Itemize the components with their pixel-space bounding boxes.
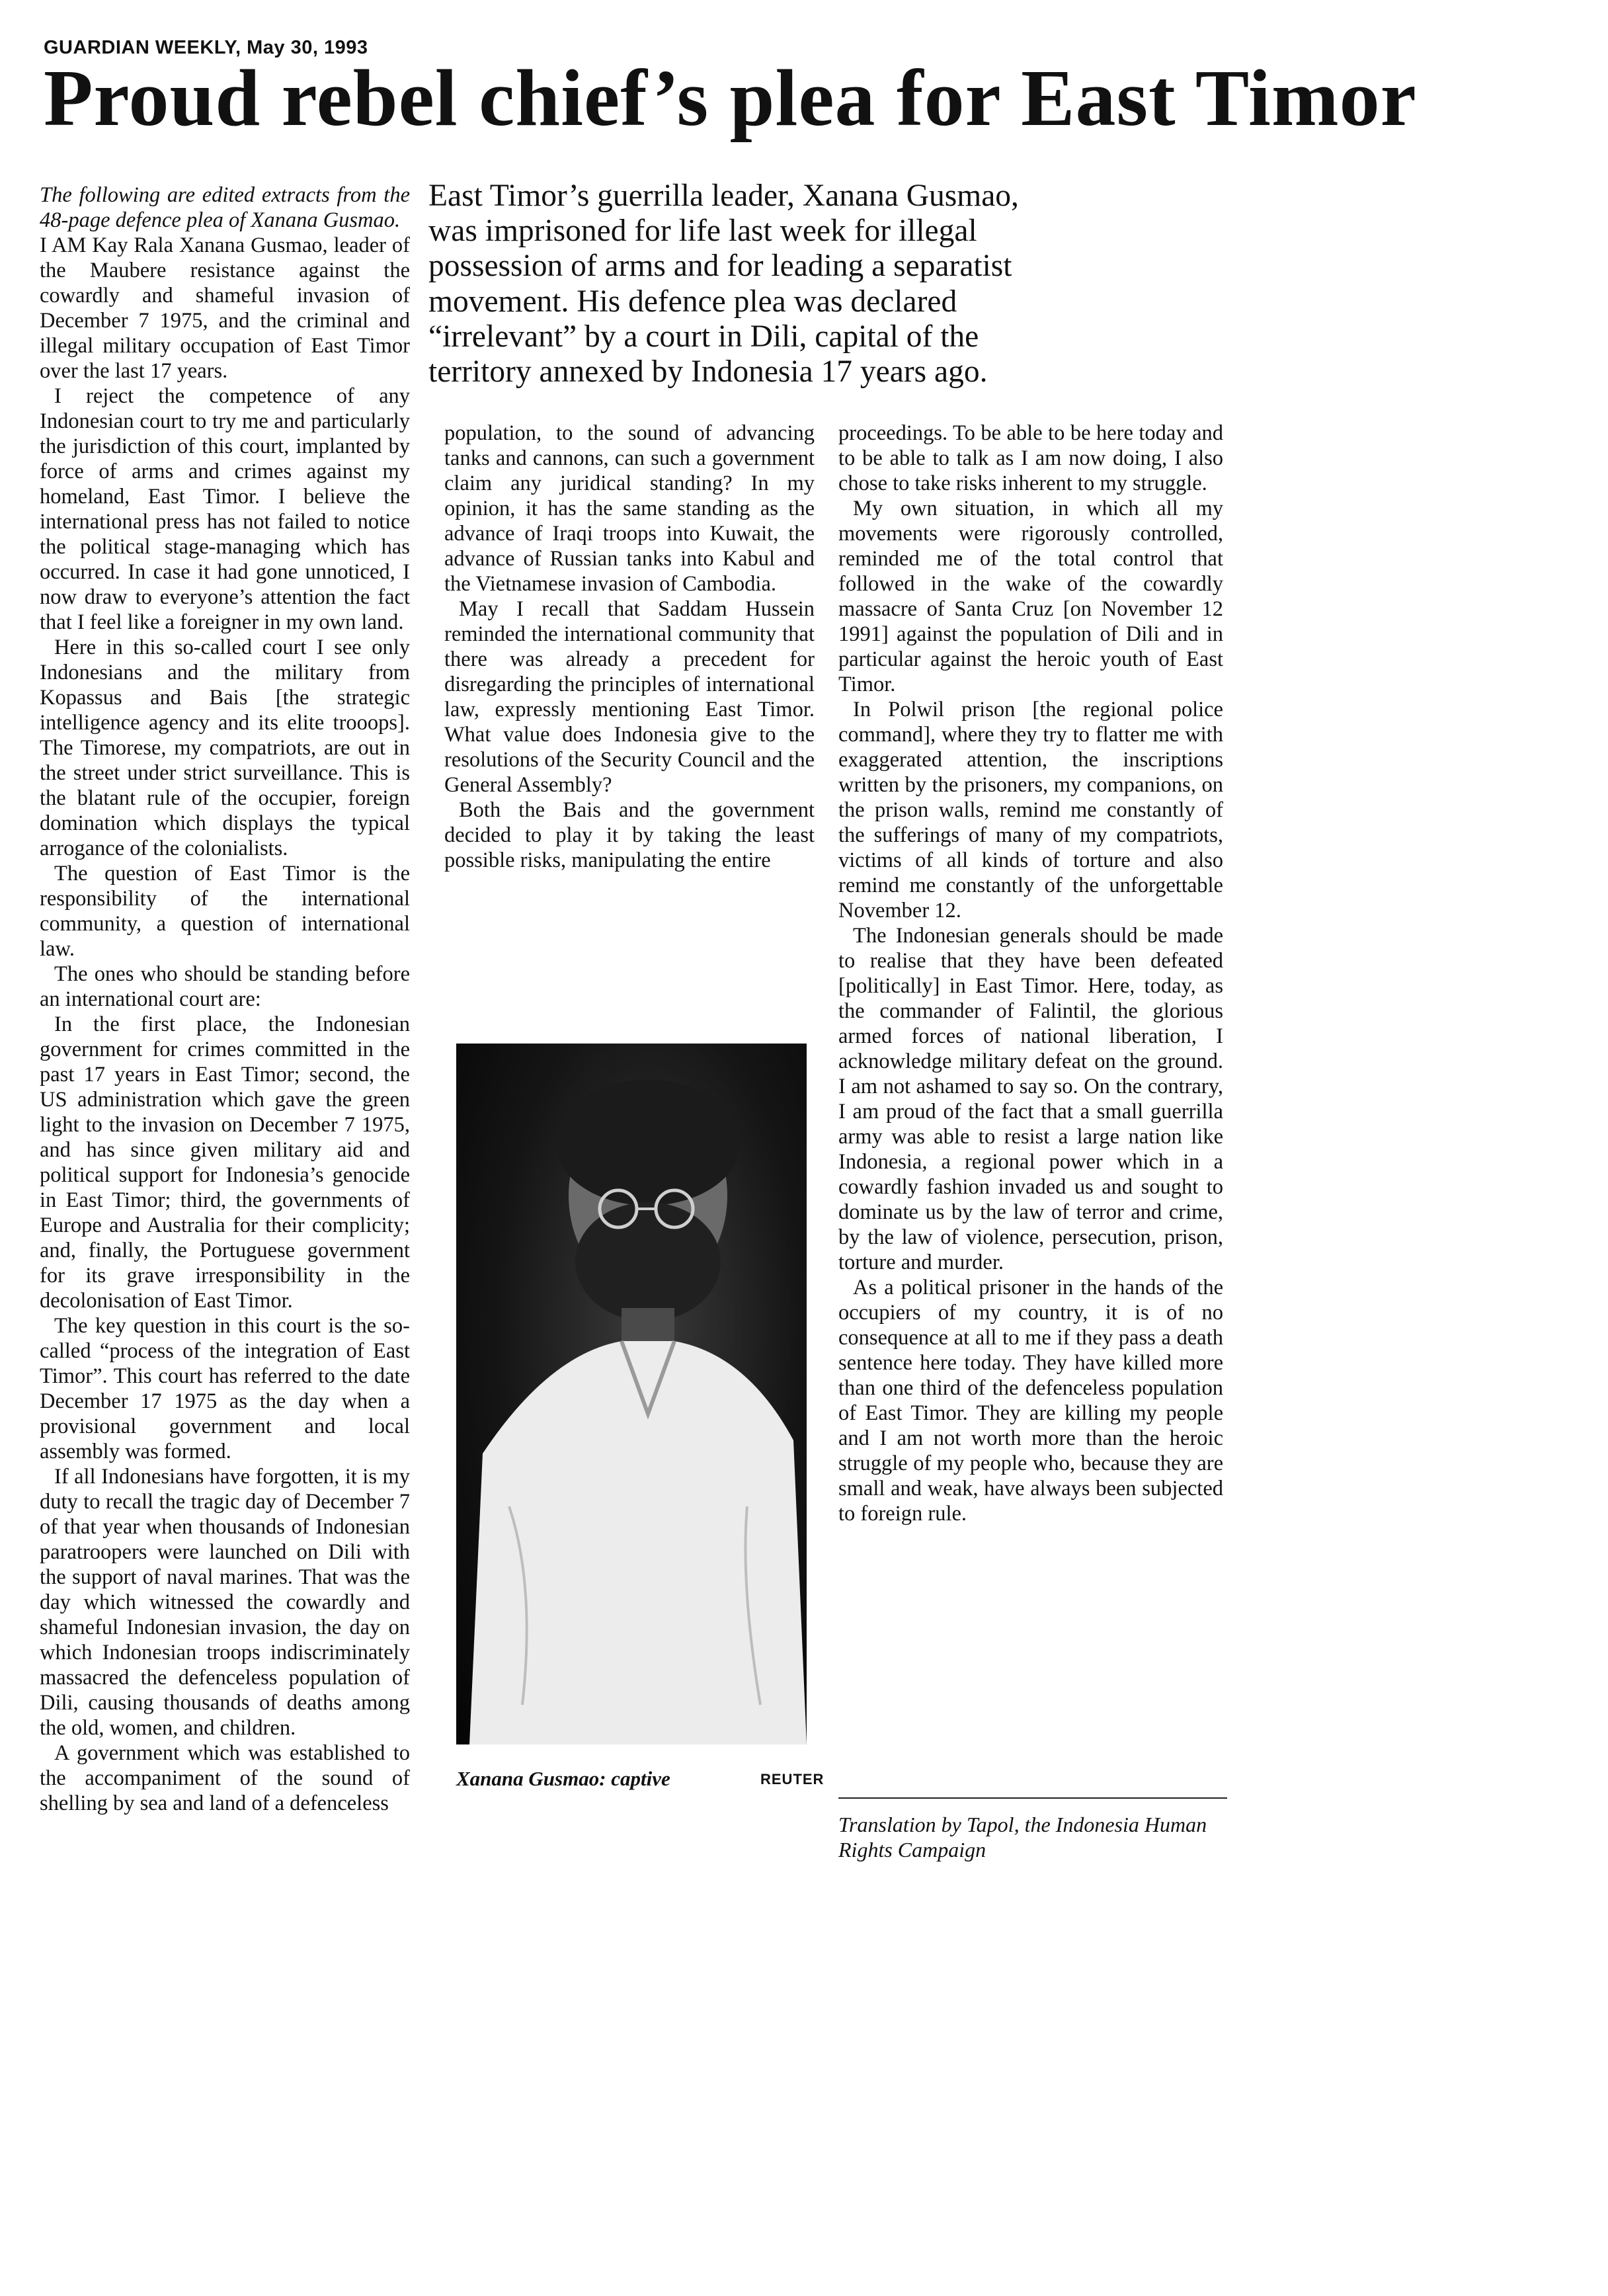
standfirst	[428, 179, 1222, 390]
paragraph: My own situation, in which all my movements were rigorously controlled, reminded me of the total control that followed in the wake of the cowardly massacre of Santa Cruz [on November 12 1991] against the population of Dili and in particular against the heroic youth of East Timor.	[838, 497, 1223, 696]
paragraph: A government which was established to the accompaniment of the sound of shelling by sea and land of a defenceless	[40, 1741, 410, 1815]
standfirst-line: was imprisoned for life last week for illegal	[428, 214, 977, 249]
paragraph: I reject the competence of any Indonesian court to try me and particularly the jurisdiction of this court, implanted by force of arms and crimes against my homeland, East Timor. I believe the international press has not failed to notice the political stage-managing which has occurred. In case it had gone unnoticed, I now draw to everyone’s attention the fact that I feel like a foreigner in my own land.	[40, 384, 410, 634]
masthead: GUARDIAN WEEKLY, May 30, 1993	[44, 37, 368, 58]
photo-credit: REUTER	[760, 1771, 824, 1787]
paragraph: In Polwil prison [the regional police command], where they try to flatter me with exaggerated attention, the inscriptions written by the prisoners, my companions, on the prison walls, remind me constantly of the sufferings of many of my compatriots, victims of all kinds of torture and also remind me constantly of the unforgettable November 12.	[838, 698, 1223, 922]
paragraph: The Indonesian generals should be made to realise that they have been defeated [politically] in East Timor. Here, today, as the commander of Falintil, the glorious armed forces of national liberation, I acknowledge military defeat on the ground. I am not ashamed to say so. On the contrary, I am proud of the fact that a small guerrilla army was able to resist a large nation like Indonesia, a regional power which in a cowardly fashion invaded us and sought to dominate us by the law of terror and crime, by the law of violence, persecution, prison, torture and murder.	[838, 924, 1223, 1274]
article-column-2	[444, 421, 815, 873]
paragraph: If all Indonesians have forgotten, it is my duty to recall the tragic day of December 7 of that year when thousands of Indonesian paratroopers were launched on Dili with the support of naval marines. That was the day which witnessed the cowardly and shameful Indonesian invasion, the day on which Indonesian troops indiscriminately massacred the defenceless population of Dili, causing thousands of deaths among the old, women, and children.	[40, 1465, 410, 1740]
paragraph: In the first place, the Indonesian government for crimes committed in the past 17 years in East Timor; second, the US administration which gave the green light to the invasion on December 7 1975, and has since given military aid and political support for Indonesia’s genocide in East Timor; third, the governments of Europe and Australia for their complicity; and, finally, the Portuguese government for its grave irresponsibility in the decolonisation of East Timor.	[40, 1012, 410, 1313]
paragraph: The ones who should be standing before an international court are:	[40, 962, 410, 1011]
paragraph: As a political prisoner in the hands of the occupiers of my country, it is of no consequence at all to me if they pass a death sentence here today. They have killed more than one third of the defenceless population of East Timor. They are killing my people and I am not worth more than the heroic struggle of my people who, because they are small and weak, have always been subjected to foreign rule.	[838, 1276, 1223, 1526]
paragraph: The question of East Timor is the responsibility of the international community, a question of international law.	[40, 862, 410, 961]
article-column-1	[40, 183, 410, 1816]
paragraph: Here in this so-called court I see only Indonesians and the military from Kopassus and Bais [the strategic intelligence agency and its elite trooops]. The Timorese, my compatriots, are out in the street under strict surveillance. This is the blatant rule of the occupier, foreign domination which displays the typical arrogance of the colonialists.	[40, 636, 410, 860]
paragraph: I AM Kay Rala Xanana Gusmao, leader of the Maubere resistance against the cowardly and shameful invasion of December 7 1975, and the criminal and illegal military occupation of East Timor over the last 17 years.	[40, 233, 410, 383]
paragraph: Both the Bais and the government decided to play it by taking the least possible risks, manipulating the entire	[444, 798, 815, 872]
standfirst-line: possession of arms and for leading a separatist	[428, 249, 1012, 284]
photo-caption: Xanana Gusmao: captive	[456, 1767, 670, 1790]
paragraph: population, to the sound of advancing tanks and cannons, can such a government claim any juridical standing? In my opinion, it has the same standing as the advance of Iraqi troops into Kuwait, the advance of Russian tanks into Kabul and the Vietnamese invasion of Cambodia.	[444, 421, 815, 596]
divider-rule	[838, 1797, 1227, 1799]
standfirst-line: territory annexed by Indonesia 17 years ago.	[428, 354, 988, 389]
article-column-3	[838, 421, 1223, 1526]
translation-credit: Translation by Tapol, the Indonesia Human Rights Campaign	[838, 1813, 1207, 1862]
standfirst-line: “irrelevant” by a court in Dili, capital of the	[428, 319, 979, 354]
portrait-illustration	[456, 1044, 807, 1744]
standfirst-line: movement. His defence plea was declared	[428, 284, 957, 319]
portrait-photo	[456, 1044, 807, 1744]
standfirst-line: East Timor’s guerrilla leader, Xanana Gusmao,	[428, 179, 1019, 213]
paragraph: proceedings. To be able to be here today and to be able to talk as I am now doing, I also chose to take risks inherent to my struggle.	[838, 421, 1223, 495]
paragraph: May I recall that Saddam Hussein reminded the international community that there was already a precedent for disregarding the principles of international law, expressly mentioning East Timor. What value does Indonesia give to the resolutions of the Security Council and the General Assembly?	[444, 597, 815, 797]
intro-paragraph: The following are edited extracts from the 48-page defence plea of Xanana Gusmao.	[40, 183, 410, 232]
paragraph: The key question in this court is the so-called “process of the integration of East Timor”. This court has referred to the date December 17 1975 as the day when a provisional government and local assembly was formed.	[40, 1314, 410, 1463]
headline: Proud rebel chief’s plea for East Timor	[44, 54, 1417, 143]
